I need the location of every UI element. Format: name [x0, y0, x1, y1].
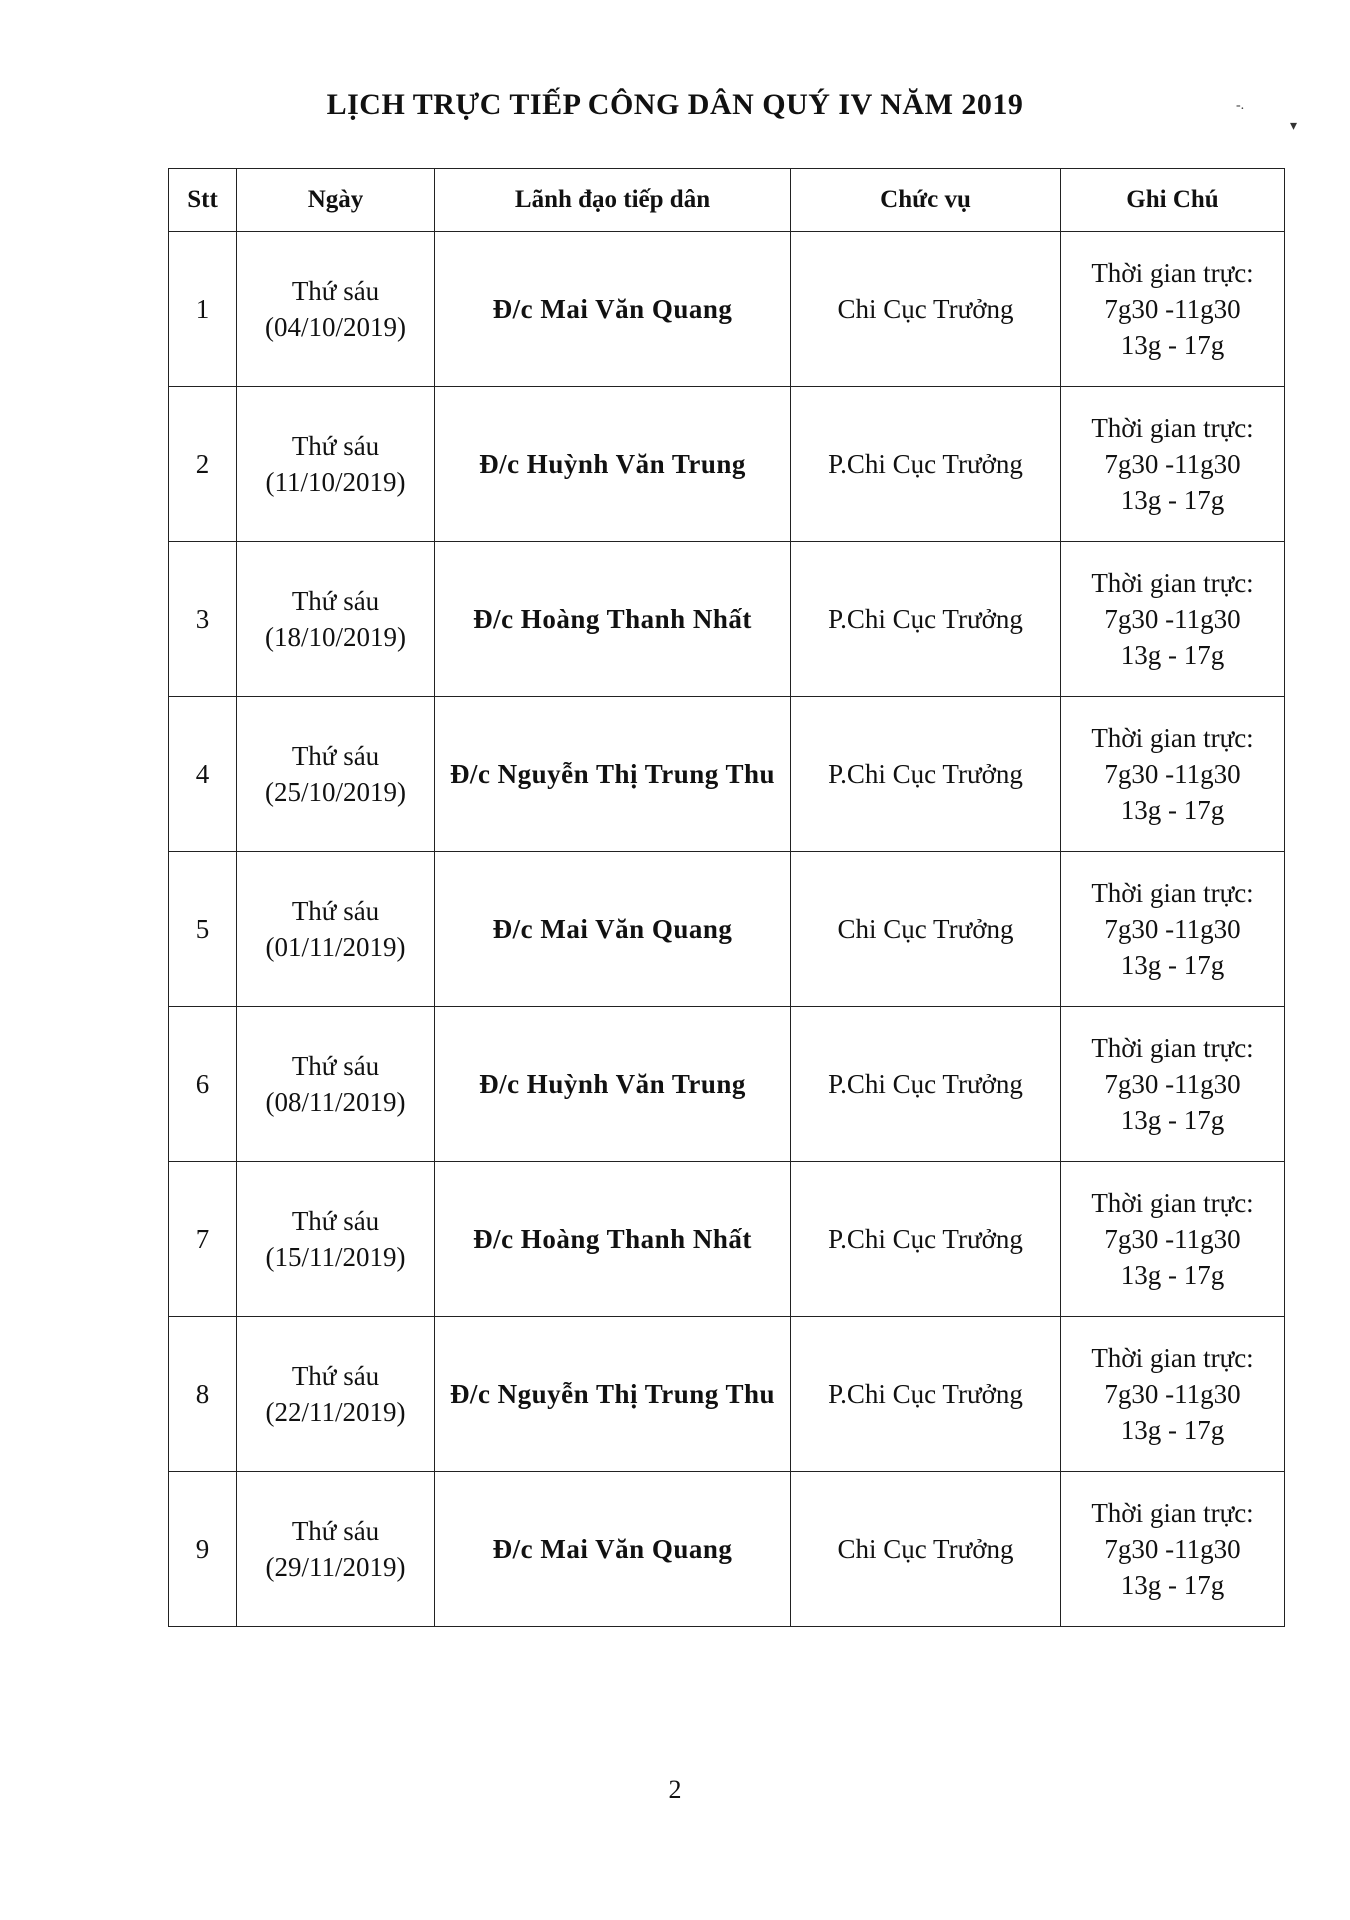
row-date-value: (11/10/2019): [265, 467, 406, 497]
row-leader: Đ/c Nguyễn Thị Trung Thu: [435, 697, 791, 852]
row-weekday: Thứ sáu: [291, 1516, 380, 1546]
row-position: Chi Cục Trưởng: [791, 1472, 1061, 1627]
row-position: P.Chi Cục Trưởng: [791, 542, 1061, 697]
table-row: [169, 1162, 1285, 1317]
note-line: 13g - 17g: [1120, 795, 1225, 825]
row-position: Chi Cục Trưởng: [791, 232, 1061, 387]
note-line: 7g30 -11g30: [1104, 914, 1241, 944]
note-line: 13g - 17g: [1120, 485, 1225, 515]
column-header-note: Ghi Chú: [1061, 169, 1285, 232]
row-leader: Đ/c Mai Văn Quang: [435, 852, 791, 1007]
note-line: 7g30 -11g30: [1104, 1379, 1241, 1409]
row-leader: Đ/c Mai Văn Quang: [435, 1472, 791, 1627]
row-weekday: Thứ sáu: [291, 431, 380, 461]
row-stt: 5: [169, 852, 237, 1007]
note-line: Thời gian trực:: [1091, 723, 1254, 753]
column-header-stt: Stt: [169, 169, 237, 232]
row-leader: Đ/c Huỳnh Văn Trung: [435, 1007, 791, 1162]
note-line: Thời gian trực:: [1091, 413, 1254, 443]
row-stt: 4: [169, 697, 237, 852]
note-line: 13g - 17g: [1120, 1415, 1225, 1445]
table-row: [169, 697, 1285, 852]
row-leader: Đ/c Huỳnh Văn Trung: [435, 387, 791, 542]
row-date: [237, 1007, 435, 1162]
note-line: 13g - 17g: [1120, 1260, 1225, 1290]
row-date-value: (01/11/2019): [265, 932, 406, 962]
row-date-value: (22/11/2019): [265, 1397, 406, 1427]
note-line: Thời gian trực:: [1091, 568, 1254, 598]
row-position: P.Chi Cục Trưởng: [791, 1162, 1061, 1317]
row-weekday: Thứ sáu: [291, 586, 380, 616]
row-leader: Đ/c Mai Văn Quang: [435, 232, 791, 387]
table-row: [169, 542, 1285, 697]
row-date: [237, 1317, 435, 1472]
row-note: [1061, 1317, 1285, 1472]
note-line: 7g30 -11g30: [1104, 604, 1241, 634]
row-note: [1061, 697, 1285, 852]
note-line: 13g - 17g: [1120, 640, 1225, 670]
row-position: P.Chi Cục Trưởng: [791, 697, 1061, 852]
note-line: 7g30 -11g30: [1104, 1224, 1241, 1254]
row-note: [1061, 1007, 1285, 1162]
page-number: 2: [668, 1775, 682, 1804]
row-weekday: Thứ sáu: [291, 1051, 380, 1081]
note-line: Thời gian trực:: [1091, 1033, 1254, 1063]
note-line: 7g30 -11g30: [1104, 294, 1241, 324]
row-position: Chi Cục Trưởng: [791, 852, 1061, 1007]
note-line: 13g - 17g: [1120, 950, 1225, 980]
note-line: Thời gian trực:: [1091, 1188, 1254, 1218]
row-note: [1061, 542, 1285, 697]
row-date: [237, 387, 435, 542]
schedule-table: [168, 168, 1285, 1627]
row-date-value: (04/10/2019): [265, 312, 406, 342]
column-header-date: Ngày: [237, 169, 435, 232]
scan-artifact: ▾: [1290, 119, 1298, 134]
row-date: [237, 542, 435, 697]
row-note: [1061, 387, 1285, 542]
row-weekday: Thứ sáu: [291, 276, 380, 306]
note-line: 7g30 -11g30: [1104, 1534, 1241, 1564]
table-row: [169, 1317, 1285, 1472]
row-date: [237, 697, 435, 852]
table-row: [169, 852, 1285, 1007]
row-note: [1061, 1472, 1285, 1627]
row-weekday: Thứ sáu: [291, 896, 380, 926]
note-line: Thời gian trực:: [1091, 878, 1254, 908]
row-date: [237, 1162, 435, 1317]
row-stt: 2: [169, 387, 237, 542]
row-note: [1061, 1162, 1285, 1317]
note-line: 13g - 17g: [1120, 1105, 1225, 1135]
scan-artifact: -.: [1236, 98, 1245, 113]
table-body: [169, 232, 1285, 1627]
table-row: [169, 1007, 1285, 1162]
note-line: 13g - 17g: [1120, 330, 1225, 360]
row-weekday: Thứ sáu: [291, 1361, 380, 1391]
row-stt: 1: [169, 232, 237, 387]
row-date-value: (08/11/2019): [265, 1087, 406, 1117]
row-position: P.Chi Cục Trưởng: [791, 1007, 1061, 1162]
row-date: [237, 1472, 435, 1627]
note-line: Thời gian trực:: [1091, 258, 1254, 288]
row-stt: 3: [169, 542, 237, 697]
column-header-position: Chức vụ: [791, 169, 1061, 232]
row-note: [1061, 232, 1285, 387]
row-leader: Đ/c Hoàng Thanh Nhất: [435, 1162, 791, 1317]
row-position: P.Chi Cục Trưởng: [791, 1317, 1061, 1472]
row-stt: 6: [169, 1007, 237, 1162]
note-line: 7g30 -11g30: [1104, 449, 1241, 479]
row-stt: 8: [169, 1317, 237, 1472]
row-date: [237, 232, 435, 387]
row-weekday: Thứ sáu: [291, 1206, 380, 1236]
page-title: LỊCH TRỰC TIẾP CÔNG DÂN QUÝ IV NĂM 2019: [326, 88, 1024, 121]
row-date-value: (25/10/2019): [265, 777, 406, 807]
table-row: [169, 387, 1285, 542]
note-line: 13g - 17g: [1120, 1570, 1225, 1600]
row-leader: Đ/c Hoàng Thanh Nhất: [435, 542, 791, 697]
row-date: [237, 852, 435, 1007]
row-stt: 7: [169, 1162, 237, 1317]
row-date-value: (18/10/2019): [265, 622, 406, 652]
row-date-value: (29/11/2019): [265, 1552, 406, 1582]
row-weekday: Thứ sáu: [291, 741, 380, 771]
row-note: [1061, 852, 1285, 1007]
note-line: Thời gian trực:: [1091, 1498, 1254, 1528]
note-line: 7g30 -11g30: [1104, 759, 1241, 789]
table-header-row: [169, 169, 1285, 232]
table-row: [169, 232, 1285, 387]
note-line: Thời gian trực:: [1091, 1343, 1254, 1373]
note-line: 7g30 -11g30: [1104, 1069, 1241, 1099]
row-date-value: (15/11/2019): [265, 1242, 406, 1272]
row-leader: Đ/c Nguyễn Thị Trung Thu: [435, 1317, 791, 1472]
column-header-leader: Lãnh đạo tiếp dân: [435, 169, 791, 232]
row-stt: 9: [169, 1472, 237, 1627]
row-position: P.Chi Cục Trưởng: [791, 387, 1061, 542]
table-row: [169, 1472, 1285, 1627]
